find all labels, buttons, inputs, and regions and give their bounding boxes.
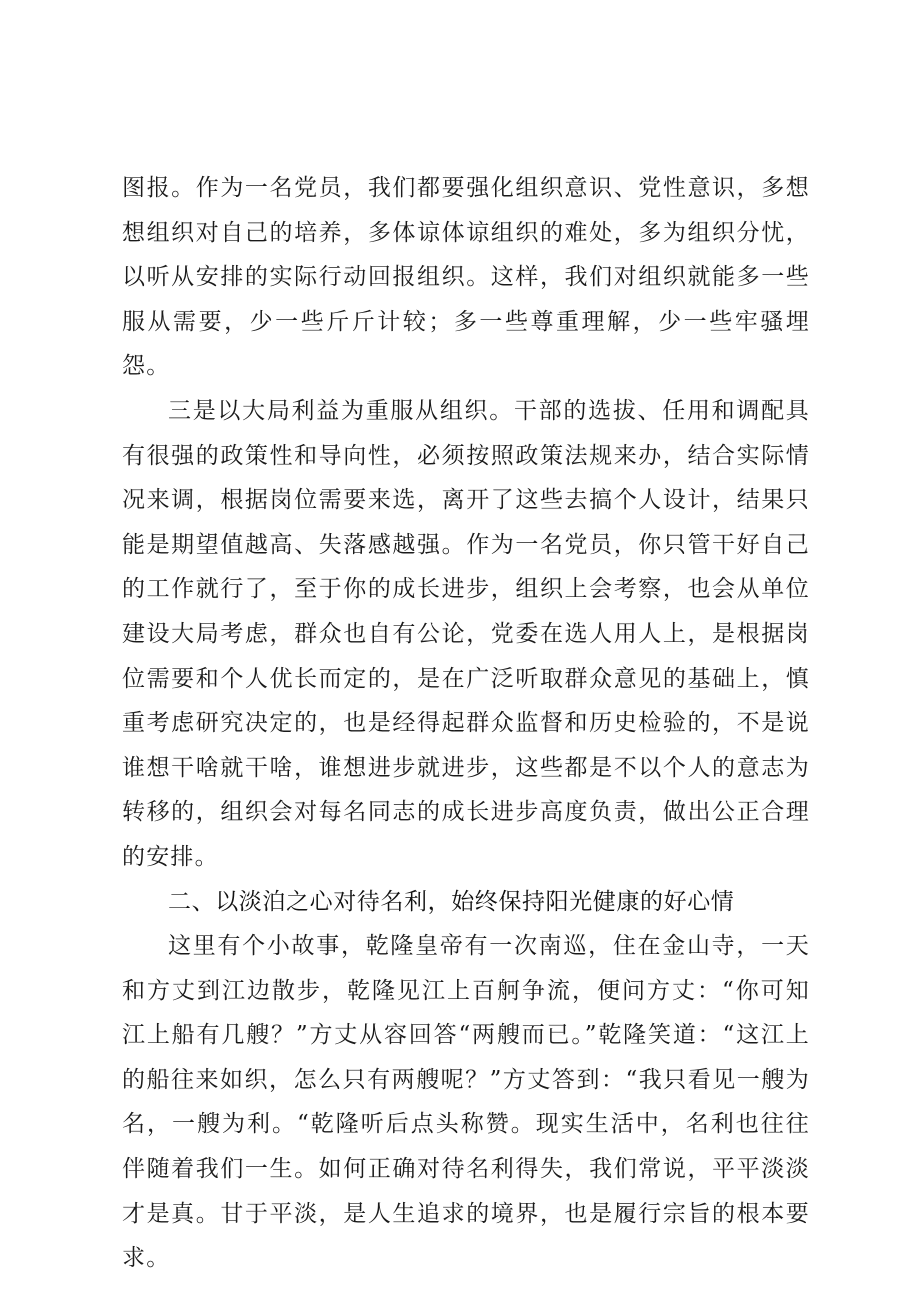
paragraph-continuation: 图报。作为一名党员，我们都要强化组织意识、党性意识，多想想组织对自己的培养，多体谅体谅组织的难处，多为组织分忧，以听从安排的实际行动回报组织。这样，我们对组织就能多一些服从需要，少一些斤斤计较；多一些尊重理解，少一些牢骚埋怨。 (122, 175, 810, 380)
document-body (122, 166, 810, 1281)
section-heading: 二、以淡泊之心对待名利，始终保持阳光健康的好心情 (168, 888, 735, 915)
paragraph-story: 这里有个小故事，乾隆皇帝有一次南巡，住在金山寺，一天和方丈到江边散步，乾隆见江上百舸争流，便问方丈：“你可知江上船有几艘？”方丈从容回答“两艘而已。”乾隆笑道：“这江上的船往来如织，怎么只有两艘呢？”方丈答到：“我只看见一艘为名，一艘为利。“乾隆听后点头称赞。现实生活中，名利也往往伴随着我们一生。如何正确对待名利得失，我们常说，平平淡淡才是真。甘于平淡，是人生追求的境界，也是履行宗旨的根本要求。 (122, 933, 810, 1272)
paragraph-organization: 三是以大局利益为重服从组织。干部的选拔、任用和调配具有很强的政策性和导向性，必须按照政策法规来办，结合实际情况来调，根据岗位需要来选，离开了这些去搞个人设计，结果只能是期望值越高、失落感越强。作为一名党员，你只管干好自己的工作就行了，至于你的成长进步，组织上会考察，也会从单位建设大局考虑，群众也自有公论，党委在选人用人上，是根据岗位需要和个人优长而定的，是在广泛听取群众意见的基础上，慎重考虑研究决定的，也是经得起群众监督和历史检验的，不是说谁想干啥就干啥，谁想进步就进步，这些都是不以个人的意志为转移的，组织会对每名同志的成长进步高度负责，做出公正合理的安排。 (122, 397, 810, 870)
